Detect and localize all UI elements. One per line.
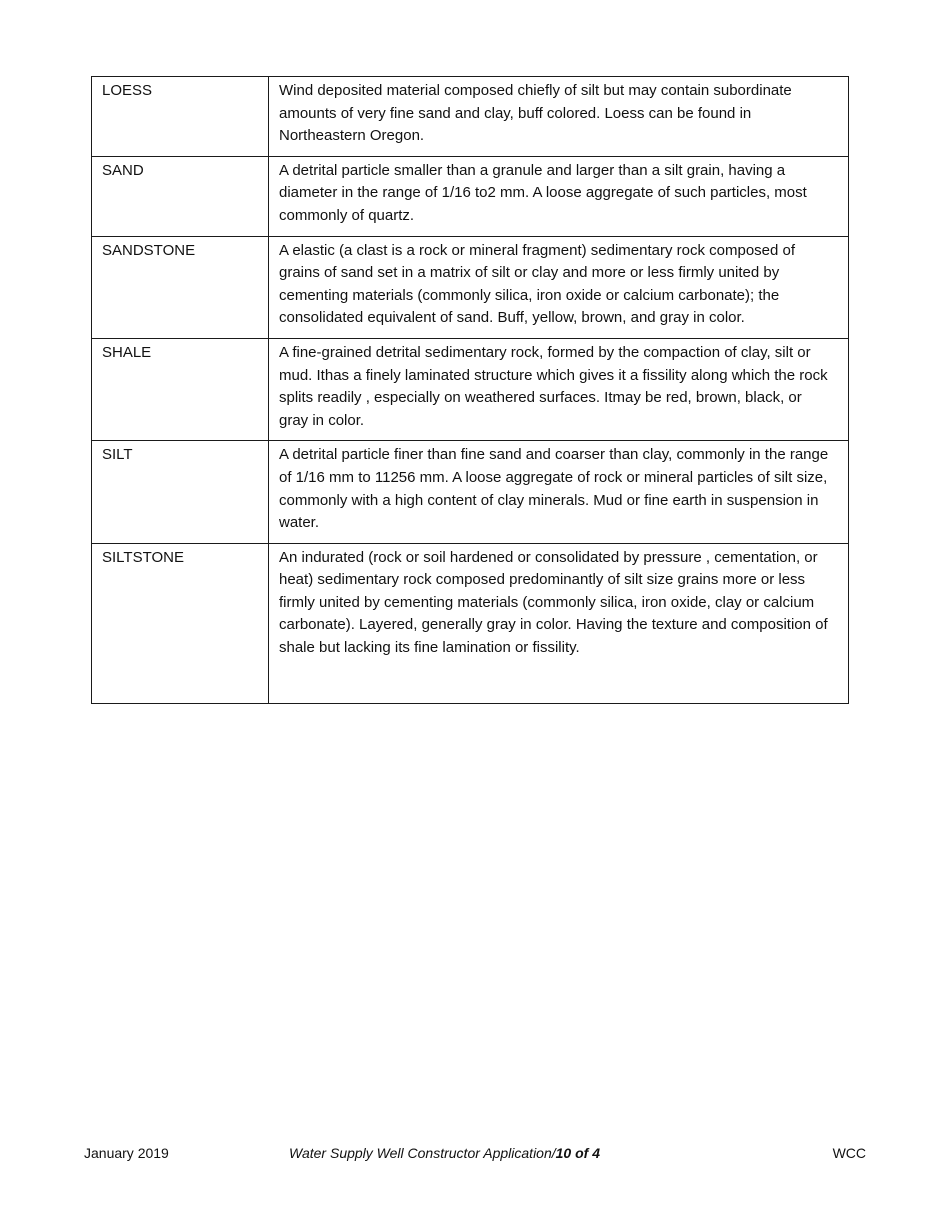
definition-cell: A elastic (a clast is a rock or mineral fragment) sedimentary rock composed of grains of sand set in a matrix of silt or clay and more or less firmly united by cementing materials (commonly silica, iron oxide or calcium carbonate); the consolidated equivalent of sand. Buff, yellow, brown, and gray in color. (269, 236, 849, 338)
table-row (92, 156, 849, 236)
table-row (92, 543, 849, 703)
term-cell: SILT (92, 441, 269, 543)
definition-cell: An indurated (rock or soil hardened or consolidated by pressure , cementation, or heat) sedimentary rock composed predominantly of silt size grains more or less firmly united by cementing materials (commonly silica, iron oxide, clay or calcium carbonate). Layered, generally gray in color. Having the texture and composition of shale but lacking its fine lamination or fissility. (269, 543, 849, 703)
table-row (92, 236, 849, 338)
glossary-table (91, 76, 849, 704)
definition-cell: A detrital particle smaller than a granule and larger than a silt grain, having a diameter in the range of 1/16 to2 mm. A loose aggregate of such particles, most commonly of quartz. (269, 156, 849, 236)
page-footer (0, 1145, 950, 1167)
term-cell: LOESS (92, 77, 269, 157)
table-row (92, 77, 849, 157)
footer-date: January 2019 (84, 1145, 169, 1161)
definition-cell: A fine-grained detrital sedimentary rock, formed by the compaction of clay, silt or mud. Ithas a finely laminated structure which gives it a fissility along which the rock splits readily , especially on weathered surfaces. Itmay be red, brown, black, or gray in color. (269, 338, 849, 440)
definition-cell: A detrital particle finer than fine sand and coarser than clay, commonly in the range of 1/16 mm to 11256 mm. A loose aggregate of rock or mineral particles of silt size, commonly with a high content of clay minerals. Mud or fine earth in suspension in water. (269, 441, 849, 543)
term-cell: SAND (92, 156, 269, 236)
footer-code: WCC (832, 1145, 866, 1161)
footer-title-text: Water Supply Well Constructor Application/ (289, 1145, 556, 1161)
table-row (92, 441, 849, 543)
term-cell: SANDSTONE (92, 236, 269, 338)
table-row (92, 338, 849, 440)
footer-page-number: 10 of 4 (555, 1145, 600, 1161)
definition-cell: Wind deposited material composed chiefly of silt but may contain subordinate amounts of very fine sand and clay, buff colored. Loess can be found in Northeastern Oregon. (269, 77, 849, 157)
term-cell: SILTSTONE (92, 543, 269, 703)
term-cell: SHALE (92, 338, 269, 440)
footer-document-title (289, 1145, 600, 1161)
